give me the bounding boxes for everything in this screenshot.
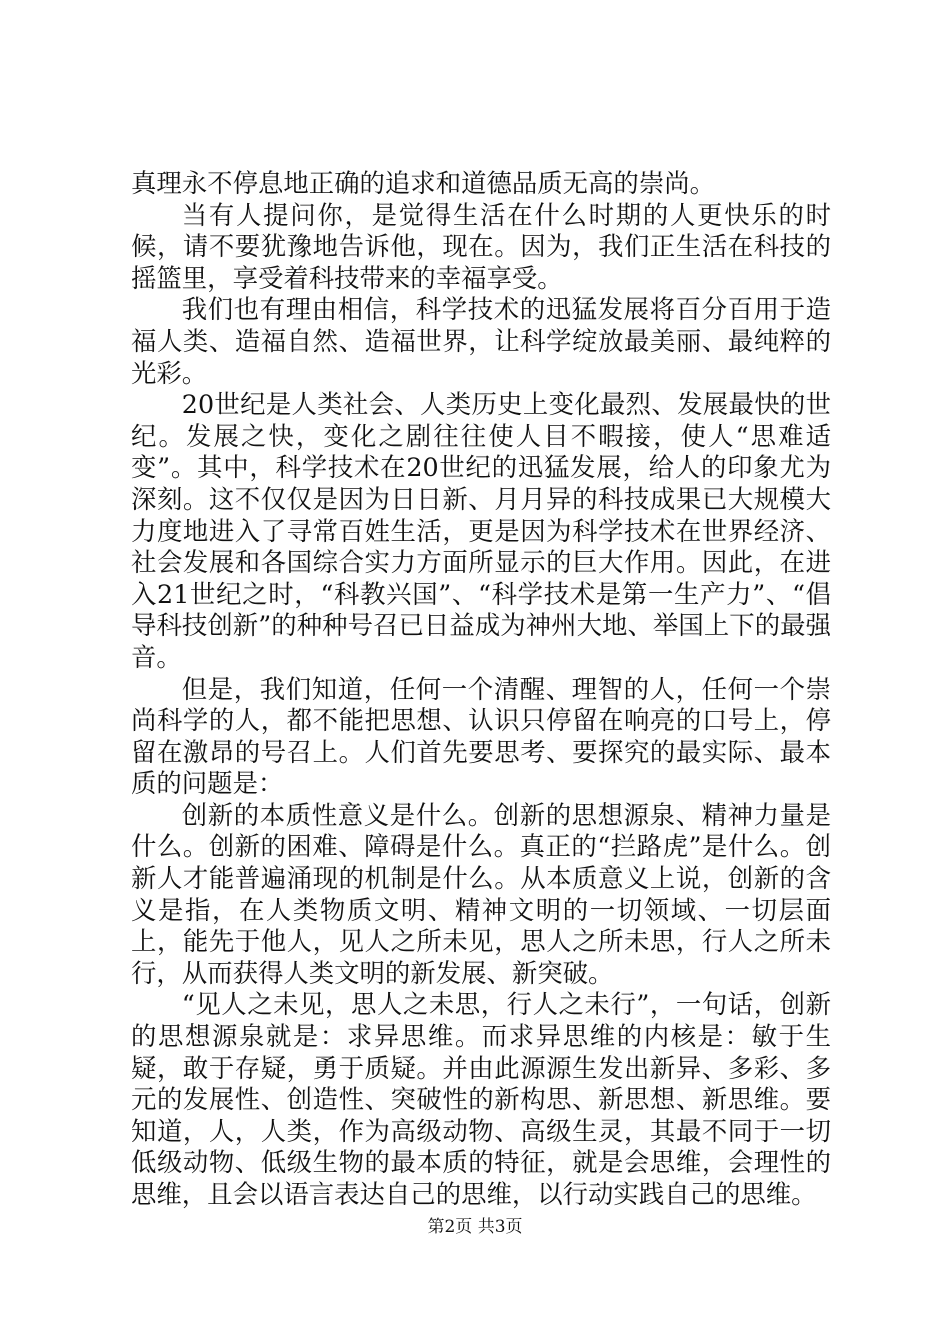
paragraph: 20世纪是人类社会、人类历史上变化最烈、发展最快的世纪。发展之快，变化之剧往往使人目不暇接，使人“思难适变”。其中，科学技术在20世纪的迅猛发展，给人的印象尤为深刻。这不仅仅是因为日日新、月月异的科技成果已大规模大力度地进入了寻常百姓生活，更是因为科学技术在世界经济、社会发展和各国综合实力方面所显示的巨大作用。因此，在进入21世纪之时，“科教兴国”、“科学技术是第一生产力”、“倡导科技创新”的种种号召已日益成为神州大地、举国上下的最强音。: [131, 389, 831, 672]
paragraph: 创新的本质性意义是什么。创新的思想源泉、精神力量是什么。创新的困难、障碍是什么。真正的“拦路虎”是什么。创新人才能普遍涌现的机制是什么。从本质意义上说，创新的含义是指，在人类物质文明、精神文明的一切领域、一切层面上，能先于他人，见人之所未见，思人之所未思，行人之所未行，从而获得人类文明的新发展、新突破。: [131, 799, 831, 988]
paragraph: 当有人提问你，是觉得生活在什么时期的人更快乐的时候，请不要犹豫地告诉他，现在。因为，我们正生活在科技的摇篮里，享受着科技带来的幸福享受。: [131, 199, 831, 293]
paragraph: 真理永不停息地正确的追求和道德品质无高的崇尚。: [131, 168, 715, 198]
page-number-footer: 第2页 共3页: [427, 1217, 523, 1237]
document-body: [131, 168, 831, 1211]
paragraph: 但是，我们知道，任何一个清醒、理智的人，任何一个崇尚科学的人，都不能把思想、认识只停留在响亮的口号上，停留在激昂的号召上。人们首先要思考、要探究的最实际、最本质的问题是：: [131, 673, 831, 799]
paragraph: 我们也有理由相信，科学技术的迅猛发展将百分百用于造福人类、造福自然、造福世界，让科学绽放最美丽、最纯粹的光彩。: [131, 294, 831, 388]
paragraph: “见人之未见，思人之未思，行人之未行”，一句话，创新的思想源泉就是：求异思维。而求异思维的内核是：敏于生疑，敢于存疑，勇于质疑。并由此源源生发出新异、多彩、多元的发展性、创造性、突破性的新构思、新思想、新思维。要知道，人，人类，作为高级动物、高级生灵，其最不同于一切低级动物、低级生物的最本质的特征，就是会思维，会理性的思维，且会以语言表达自己的思维，以行动实践自己的思维。: [131, 989, 831, 1209]
